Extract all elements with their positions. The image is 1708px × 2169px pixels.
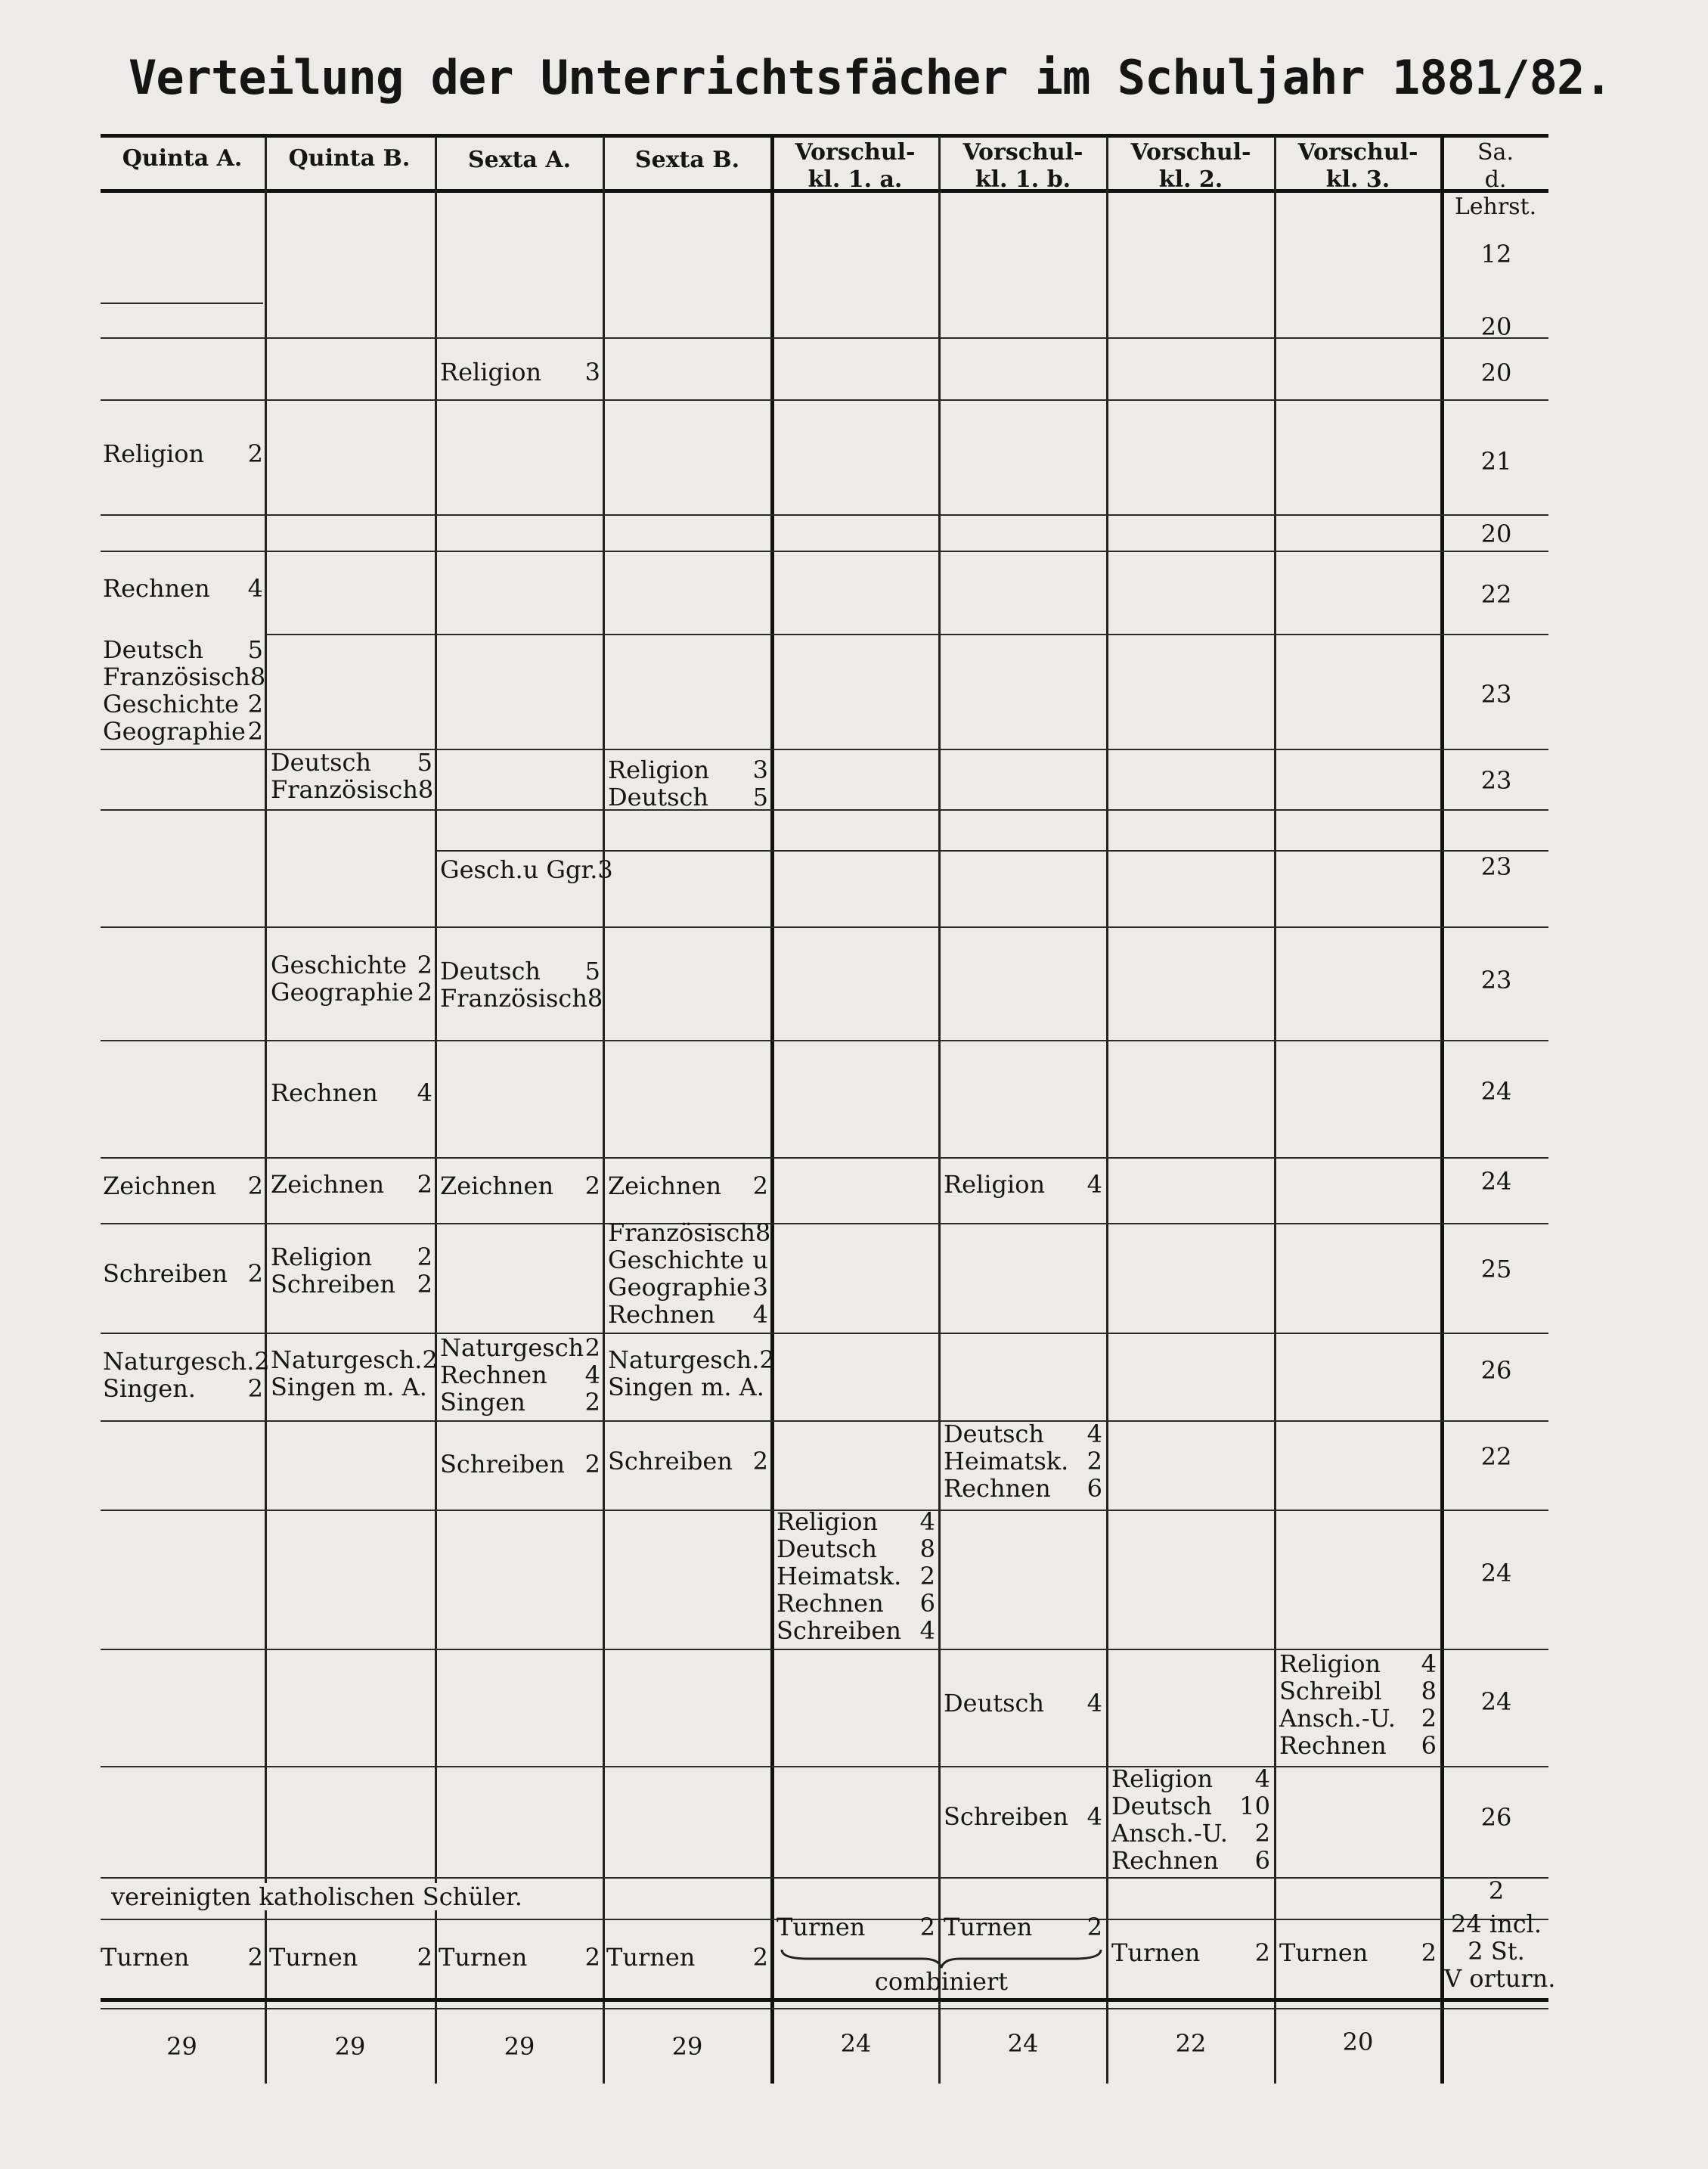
quinta-b-turnen: Turnen 2: [269, 1943, 432, 1972]
sum-value: 20: [1480, 312, 1512, 341]
row-rule: [101, 337, 1548, 339]
sum-value: 23: [1480, 966, 1512, 995]
quinta-a-naturgesch: Naturgesch. 2 Singen. 2: [103, 1347, 270, 1403]
sexta-b-group-1: Religion 3 Deutsch 5: [608, 756, 768, 811]
quinta-b-group-1: Deutsch 5 Französisch 8: [271, 748, 434, 804]
vorschul-2-turnen: Turnen 2: [1111, 1938, 1270, 1967]
sum-value: 22: [1480, 1442, 1512, 1471]
sum-value: 26: [1480, 1356, 1512, 1385]
sexta-b-zeichnen: Zeichnen 2: [608, 1171, 768, 1200]
col-divider: [938, 136, 941, 2084]
quinta-b-group-2: Geschichte 2 Geographie 2: [271, 951, 432, 1007]
sum-value: 23: [1480, 766, 1512, 795]
vorschul-1b-turnen: Turnen 2: [944, 1913, 1102, 1941]
total-vorschul-1a: 24: [840, 2029, 872, 2058]
col-divider-major: [770, 136, 774, 2084]
sum-value: 12: [1480, 240, 1512, 268]
vorschul-3-group: Religion 4 Schreibl 8 Ansch.-U. 2 Rechnen 6: [1279, 1649, 1437, 1760]
row-rule: [101, 809, 1548, 811]
page-title: Verteilung der Unterrichtsfächer im Schuljahr 1881/82.: [129, 50, 1612, 105]
row-rule: [101, 926, 1548, 928]
row-rule: [101, 1040, 1548, 1041]
sexta-b-group-3: Naturgesch. 2 Singen m. A.: [608, 1345, 775, 1401]
catholic-students-note: vereinigten katholischen Schüler.: [101, 1883, 539, 1910]
header-vorschul-1b: Vorschul- kl. 1. b.: [962, 139, 1083, 193]
sum-value: 20: [1480, 520, 1512, 548]
sexta-b-group-2: Französisch 8 Geschichte u Geographie 3 Rechnen 4: [608, 1218, 771, 1329]
row-rule: [101, 399, 1548, 401]
row-rule: [101, 303, 263, 304]
quinta-b-group-3: Religion 2 Schreiben 2: [271, 1243, 432, 1299]
total-vorschul-3: 20: [1342, 2028, 1374, 2056]
row-rule: [101, 514, 1548, 516]
header-quinta-a: Quinta A.: [122, 145, 243, 172]
sum-turnen: 24 incl. 2 St. V orturn.: [1444, 1910, 1556, 1993]
sexta-a-gesch-ggr: Gesch.u Ggr. 3: [440, 855, 613, 884]
totals-top-rule: [101, 1998, 1548, 2002]
sum-value: 22: [1480, 580, 1512, 609]
row-rule: [101, 1223, 1548, 1224]
sum-value: 24: [1480, 1687, 1512, 1716]
total-sexta-a: 29: [504, 2032, 535, 2061]
sum-value: 23: [1480, 680, 1512, 709]
row-rule: [101, 1333, 1548, 1334]
header-sexta-a: Sexta A.: [467, 147, 572, 173]
sexta-a-turnen: Turnen 2: [439, 1943, 600, 1972]
sum-value: 21: [1480, 447, 1512, 476]
sexta-b-schreiben: Schreiben 2: [608, 1447, 768, 1475]
quinta-b-zeichnen: Zeichnen 2: [271, 1170, 432, 1199]
quinta-a-religion: Religion 2: [103, 439, 263, 468]
sexta-b-turnen: Turnen 2: [606, 1943, 768, 1972]
col-divider: [265, 136, 267, 2084]
header-vorschul-2: Vorschul- kl. 2.: [1130, 139, 1251, 193]
sexta-a-schreiben: Schreiben 2: [440, 1450, 600, 1479]
sum-value: 20: [1480, 358, 1512, 387]
row-rule: [266, 634, 1548, 635]
quinta-a-rechnen: Rechnen 4: [103, 574, 263, 603]
sum-value: 25: [1480, 1255, 1512, 1283]
total-quinta-a: 29: [166, 2032, 197, 2061]
row-rule: [101, 1420, 1548, 1422]
quinta-a-zeichnen: Zeichnen 2: [103, 1171, 263, 1200]
sum-value: 26: [1480, 1803, 1512, 1832]
col-divider: [435, 136, 437, 2084]
quinta-b-rechnen: Rechnen 4: [271, 1078, 432, 1107]
total-quinta-b: 29: [334, 2032, 366, 2061]
quinta-a-turnen: Turnen 2: [101, 1943, 263, 1972]
sexta-a-group-1: Deutsch 5 Französisch 8: [440, 957, 603, 1013]
combined-label: combiniert: [874, 1967, 1009, 1996]
col-divider: [1106, 136, 1108, 2084]
header-sexta-b: Sexta B.: [634, 147, 740, 173]
totals-second-rule: [101, 2008, 1548, 2009]
header-vorschul-3: Vorschul- kl. 3.: [1297, 139, 1418, 193]
col-divider-major: [1440, 136, 1444, 2084]
header-sum: Sa. d. Lehrst.: [1454, 139, 1537, 220]
row-rule: [101, 551, 1548, 552]
vorschul-3-turnen: Turnen 2: [1279, 1938, 1437, 1967]
total-sexta-b: 29: [671, 2032, 703, 2061]
row-rule: [101, 1157, 1548, 1159]
quinta-b-group-4: Naturgesch. 2 Singen m. A.: [271, 1345, 438, 1401]
sexta-a-zeichnen: Zeichnen 2: [440, 1171, 600, 1200]
sexta-a-group-2: Naturgesch 2 Rechnen 4 Singen 2: [440, 1333, 600, 1417]
col-divider: [1274, 136, 1276, 2084]
header-vorschul-1a: Vorschul- kl. 1. a.: [795, 139, 916, 193]
sum-value: 2: [1488, 1876, 1505, 1905]
quinta-a-schreiben: Schreiben 2: [103, 1259, 263, 1288]
vorschul-1a-group: Religion 4 Deutsch 8 Heimatsk. 2 Rechnen 6 Schreiben 4: [777, 1507, 935, 1645]
sum-value: 24: [1480, 1559, 1512, 1587]
row-rule: [437, 850, 1548, 852]
row-rule: [101, 1877, 1548, 1879]
vorschul-1a-turnen: Turnen 2: [777, 1913, 935, 1941]
sum-value: 24: [1480, 1077, 1512, 1106]
vorschul-2-group: Religion 4 Deutsch 10 Ansch.-U. 2 Rechnen 6: [1111, 1764, 1270, 1875]
sum-value: 23: [1480, 852, 1512, 881]
vorschul-1b-schreiben: Schreiben 4: [944, 1802, 1102, 1831]
total-vorschul-1b: 24: [1007, 2029, 1039, 2058]
total-vorschul-2: 22: [1175, 2029, 1207, 2058]
vorschul-1b-group: Deutsch 4 Heimatsk. 2 Rechnen 6: [944, 1420, 1102, 1503]
vorschul-1b-deutsch: Deutsch 4: [944, 1689, 1102, 1718]
row-rule: [101, 1766, 1548, 1767]
quinta-a-group: Deutsch 5 Französisch 8 Geschichte 2 Geographie 2: [103, 635, 266, 746]
sum-value: 24: [1480, 1167, 1512, 1196]
vorschul-1b-religion: Religion 4: [944, 1170, 1102, 1199]
sexta-a-religion: Religion 3: [440, 358, 600, 386]
header-top-rule: [101, 134, 1548, 138]
col-divider: [603, 136, 605, 2084]
header-quinta-b: Quinta B.: [288, 145, 411, 172]
